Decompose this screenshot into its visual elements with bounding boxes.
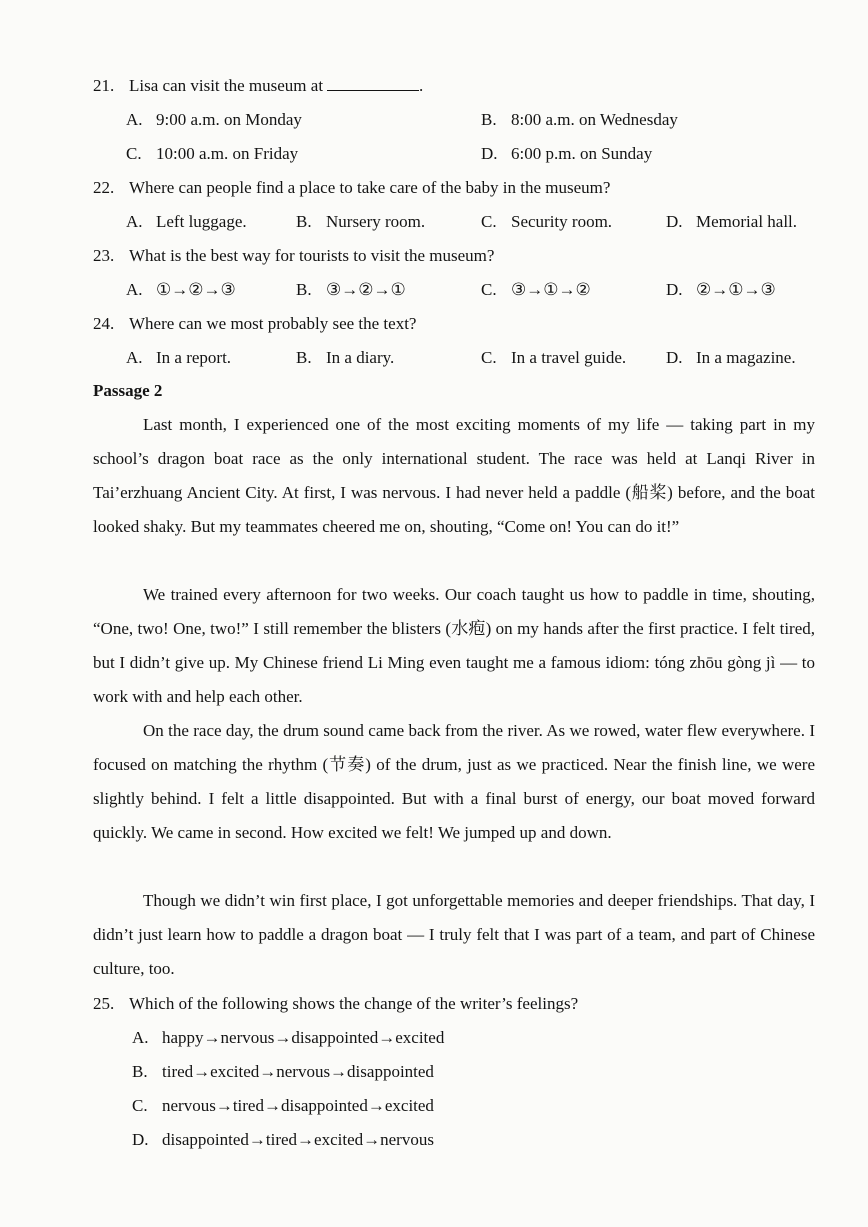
option-24-c <box>481 348 626 368</box>
question-text: What is the best way for tourists to visit the museum? <box>129 246 495 265</box>
option-letter: C. <box>481 348 497 367</box>
option-23-b <box>296 280 406 300</box>
option-letter: D. <box>481 144 498 163</box>
passage-paragraph-4: Though we didn’t win first place, I got unforgettable memories and deeper friendships. That day, I didn’t just learn how to paddle a dragon boat — I truly felt that I was part of a team, and part of Chinese culture, too. <box>93 891 815 978</box>
option-21-a <box>126 110 302 130</box>
option-letter: B. <box>296 212 312 231</box>
question-24 <box>93 314 416 334</box>
option-text: 8:00 a.m. on Wednesday <box>511 110 678 129</box>
option-letter: B. <box>296 348 312 367</box>
option-text: In a magazine. <box>696 348 796 367</box>
question-23 <box>93 246 494 266</box>
option-text: happy→nervous→disappointed→excited <box>162 1028 445 1047</box>
question-trail: . <box>419 76 424 95</box>
question-21 <box>93 76 423 96</box>
question-text: Where can we most probably see the text? <box>129 314 417 333</box>
option-letter: B. <box>481 110 497 129</box>
option-25-c <box>132 1096 434 1116</box>
option-21-b <box>481 110 678 130</box>
option-21-c <box>126 144 298 164</box>
option-letter: C. <box>481 280 497 299</box>
option-23-a <box>126 280 236 300</box>
option-21-d <box>481 144 652 164</box>
question-number: 21. <box>93 76 115 95</box>
option-25-b <box>132 1062 434 1082</box>
option-text: nervous→tired→disappointed→excited <box>162 1096 434 1115</box>
option-25-d <box>132 1130 434 1150</box>
option-text: 9:00 a.m. on Monday <box>156 110 302 129</box>
option-22-c <box>481 212 612 232</box>
question-22 <box>93 178 610 198</box>
option-letter: A. <box>126 348 143 367</box>
option-letter: D. <box>132 1130 149 1149</box>
option-letter: C. <box>126 144 142 163</box>
option-22-b <box>296 212 425 232</box>
question-25 <box>93 994 578 1014</box>
option-text: disappointed→tired→excited→nervous <box>162 1130 434 1149</box>
option-22-a <box>126 212 247 232</box>
passage-paragraph-1: Last month, I experienced one of the most exciting moments of my life — taking part in my school’s dragon boat race as the only international student. The race was held at Lanqi River in Tai’erzhuang Ancient City. At first, I was nervous. I had never held a paddle (船桨) before, and the boat looked shaky. But my teammates cheered me on, shouting, “Come on! You can do it!” <box>93 415 815 536</box>
option-text: Nursery room. <box>326 212 426 231</box>
option-text: Memorial hall. <box>696 212 798 231</box>
option-letter: D. <box>666 348 683 367</box>
option-text: ②→①→③ <box>696 280 776 299</box>
option-letter: A. <box>126 280 143 299</box>
question-text: Lisa can visit the museum at <box>129 76 324 95</box>
question-number: 23. <box>93 246 115 265</box>
option-24-d <box>666 348 796 368</box>
option-text: Left luggage. <box>156 212 247 231</box>
option-letter: A. <box>132 1028 149 1047</box>
option-text: 10:00 a.m. on Friday <box>156 144 299 163</box>
option-22-d <box>666 212 797 232</box>
question-text: Where can people find a place to take care of the baby in the museum? <box>129 178 611 197</box>
option-letter: B. <box>132 1062 148 1081</box>
question-number: 25. <box>93 994 115 1013</box>
option-23-d <box>666 280 776 300</box>
option-text: ③→②→① <box>326 280 406 299</box>
option-23-c <box>481 280 591 300</box>
option-text: In a report. <box>156 348 232 367</box>
passage-title: Passage 2 <box>93 381 163 400</box>
option-letter: A. <box>126 212 143 231</box>
option-letter: C. <box>481 212 497 231</box>
option-text: Security room. <box>511 212 613 231</box>
option-letter: D. <box>666 212 683 231</box>
option-text: In a travel guide. <box>511 348 627 367</box>
option-24-a <box>126 348 231 368</box>
option-text: tired→excited→nervous→disappointed <box>162 1062 434 1081</box>
question-number: 22. <box>93 178 115 197</box>
option-letter: A. <box>126 110 143 129</box>
answer-blank <box>327 76 419 91</box>
option-text: ①→②→③ <box>156 280 236 299</box>
option-text: In a diary. <box>326 348 395 367</box>
option-25-a <box>132 1028 444 1048</box>
option-letter: C. <box>132 1096 148 1115</box>
question-text: Which of the following shows the change of the writer’s feelings? <box>129 994 579 1013</box>
option-letter: D. <box>666 280 683 299</box>
option-text: ③→①→② <box>511 280 591 299</box>
question-number: 24. <box>93 314 115 333</box>
option-24-b <box>296 348 394 368</box>
passage-paragraph-3: On the race day, the drum sound came back from the river. As we rowed, water flew everywhere. I focused on matching the rhythm (节奏) of the drum, just as we practiced. Near the finish line, we were slightly behind. I felt a little disappointed. But with a final burst of energy, our boat moved forward quickly. We came in second. How excited we felt! We jumped up and down. <box>93 721 815 842</box>
option-letter: B. <box>296 280 312 299</box>
passage-paragraph-2: We trained every afternoon for two weeks. Our coach taught us how to paddle in time, shouting, “One, two! One, two!” I still remember the blisters (水疱) on my hands after the first practice. I felt tired, but I didn’t give up. My Chinese friend Li Ming even taught me a famous idiom: tóng zhōu gòng jì — to work with and help each other. <box>93 585 815 706</box>
option-text: 6:00 p.m. on Sunday <box>511 144 653 163</box>
